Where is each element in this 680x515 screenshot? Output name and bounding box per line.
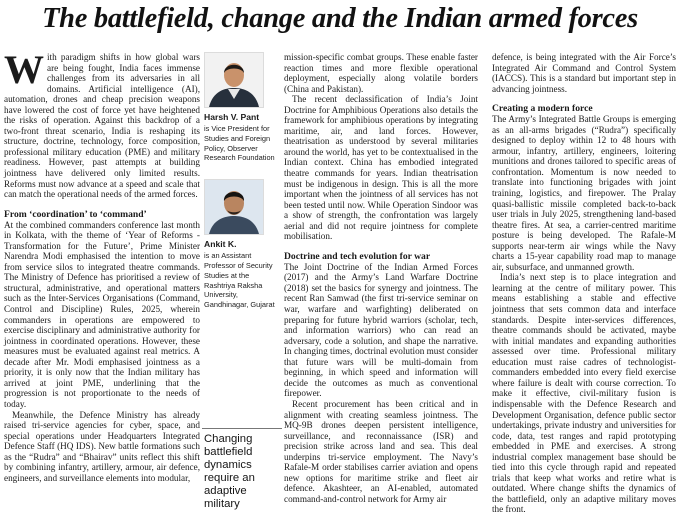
paragraph: The Joint Doctrine of the Indian Armed Forces (2017) and the Army’s Land Warfare Doctrine (2018) set the basics for synergy and jointness. The recent Ran Samwad (the first tri-service seminar on war, warfare and warfighting) deliberated on preparing for future hybrid warriors (scholar, tech, and information warriors) who can read an adversary, code a solution, and shape the narrative. In changing times, doctrinal evolution must consider that future wars will be multi-domain from beginning, in which speed and information will decide the outcomes as much as conventional firepower.: [284, 261, 478, 399]
paragraph: The recent declassification of India’s Joint Doctrine for Amphibious Operations also details the framework for amphibious operations by integrating maritime, air, and land forces. However, theatrisation as understood by several militaries around the world, has yet to be contextualised in the Indian context. China has embodied integrated theatre commands for years. Indian theatrisation must be indigenous in design. This is all the more important when the jointness of all services has not been tested until now. While Operation Sindoor was a show of strength, the confrontation was largely aerial and did not require jointness for complete mobilisation.: [284, 94, 478, 242]
paragraph: Meanwhile, the Defence Ministry has already raised tri-service agencies for cyber, space, and special operations under Headquarters Integrated Defence Staff (HQ IDS). New battle formations such as the “Rudra” and “Bhairav” units reflect this shift by combining infantry, artillery, armour, air defence, engineers, and surveillance elements into modular,: [4, 409, 200, 483]
drop-cap: W: [4, 47, 44, 92]
paragraph: The Army’s Integrated Battle Groups is emerging as an all-arms brigades (“Rudra”) specifically designed to deploy within 12 to 48 hours with armour, infantry, artillery, engineers, loitering munitions and drones tailored to specific areas of confrontation. Momentum is now needed to translate into functioning brigades with joint training, logistics, and firepower. The Pralay quasi-ballistic missile completed back-to-back user trials in July 2025, strengthening land-based theatre fires. At sea, a carrier-centred maritime posture is being developed. The Rafale-M supports near-term air wings while the Navy charts a 15-year capability road map to manage air, subsurface, and unmanned growth.: [492, 114, 676, 272]
article-column-2: [284, 52, 478, 504]
author-photo-ankit-k: [204, 179, 264, 235]
intro-paragraph: ith paradigm shifts in how global wars are being fought, India faces immense challenges from its adversaries in all domains. Artificial intelligence (AI), automation, drones and cheap precision weapons have lowered the cost of force yet have heightened the risks of operation. Against this backdrop of a two-front threat scenario, India is reshaping its structure, doctrine, technology, force composition, professional military education (PME) and military readiness. However, past attempts at building jointness have delivered only limited results. Reforms must now advance at a speed and scale that can match the operational needs of the armed forces.: [4, 52, 200, 200]
author-photo-harsh-pant: [204, 52, 264, 108]
pull-quote: Changing battlefield dynamics require an adaptive military: [204, 433, 255, 510]
author-name: Harsh V. Pant: [204, 112, 260, 122]
section-heading-modern-force: Creating a modern force: [492, 103, 593, 115]
author-sidebar: [204, 52, 280, 493]
pull-quote-rule: [202, 428, 282, 429]
author-bio: is an Assistant Professor of Security Studies at the Rashtriya Raksha University, Gandhinagar, Gujarat: [204, 251, 275, 310]
article-column-3: [492, 52, 676, 515]
paragraph: defence, is being integrated with the Air Force’s Integrated Air Command and Control System (IACCS). This is a standard but important step in advancing jointness.: [492, 52, 676, 94]
section-heading-doctrine: Doctrine and tech evolution for war: [284, 250, 431, 262]
author-name: Ankit K.: [204, 239, 237, 250]
paragraph: Recent procurement has been critical and in alignment with creating seamless jointness. The MQ-9B drones deepen persistent intelligence, surveillance, and reconnaissance (ISR) and precision strike across land and sea. This deal underpins tri-service employment. The Navy’s Rafale-M order stabilises carrier aviation and opens new options for maritime strike and fleet air defence. Akashteer, an AI-enabled, automated command-and-control network for Army air: [284, 398, 478, 504]
paragraph: At the combined commanders conference last month in Kolkata, with the theme of ‘Year of Reforms - Transformation for the Future’, Prime Minister Narendra Modi emphasised the intention to move from service silos to integrated theatre commands. The Ministry of Defence has prioritised a review of structural, administrative, and operational matters such as the Inter-Services Organisations (Command, Control and Discipline) Rules, 2025, wherein commanders in operations are empowered to exercise disciplinary and administrative authority for jointness in coordinated operations. However, these measures must be evaluated against real metrics. A decade after Mr. Modi emphasised jointness as a priority, it is only now that the Indian military has arrived at joint PME, underlining that the progression is not proportionate to the needs of today.: [4, 219, 200, 409]
article-column-1: [4, 47, 200, 493]
headline: The battlefield, change and the Indian armed forces: [42, 3, 638, 34]
paragraph: India’s next step is to place integration and learning at the centre of military power. This means establishing a stable and effective jointness that sets common data and interface standards. Despite inter-services differences, theatre commands should be activated, maybe with initial mandates and expanding authorities assessed over time. Professional military education must raise cadres of technologist-commanders embedded into every field exercise where failure is dealt with course correction. To make it effective, civil-military fusion is indispensable with the Defence Research and Development Organisation, defence public sector undertakings, private industry and universities for code, data, test ranges and rapid prototyping embedded in PME and exercises. A strong industrial complex management base should be tied into this cycle through rapid and repeated trials that keep what works and retire what is outdated. Where change shifts the dynamics of the battlefield, only an adaptive military moves the front.: [492, 272, 676, 515]
author-bio: is Vice President for Studies and Foreign Policy, Observer Research Foundation: [204, 124, 275, 163]
paragraph: mission-specific combat groups. These enable faster reaction times and more flexible operational deployment, especially along volatile borders (China and Pakistan).: [284, 52, 478, 94]
section-heading-coordination-to-command: From ‘coordination’ to ‘command’: [4, 208, 147, 220]
